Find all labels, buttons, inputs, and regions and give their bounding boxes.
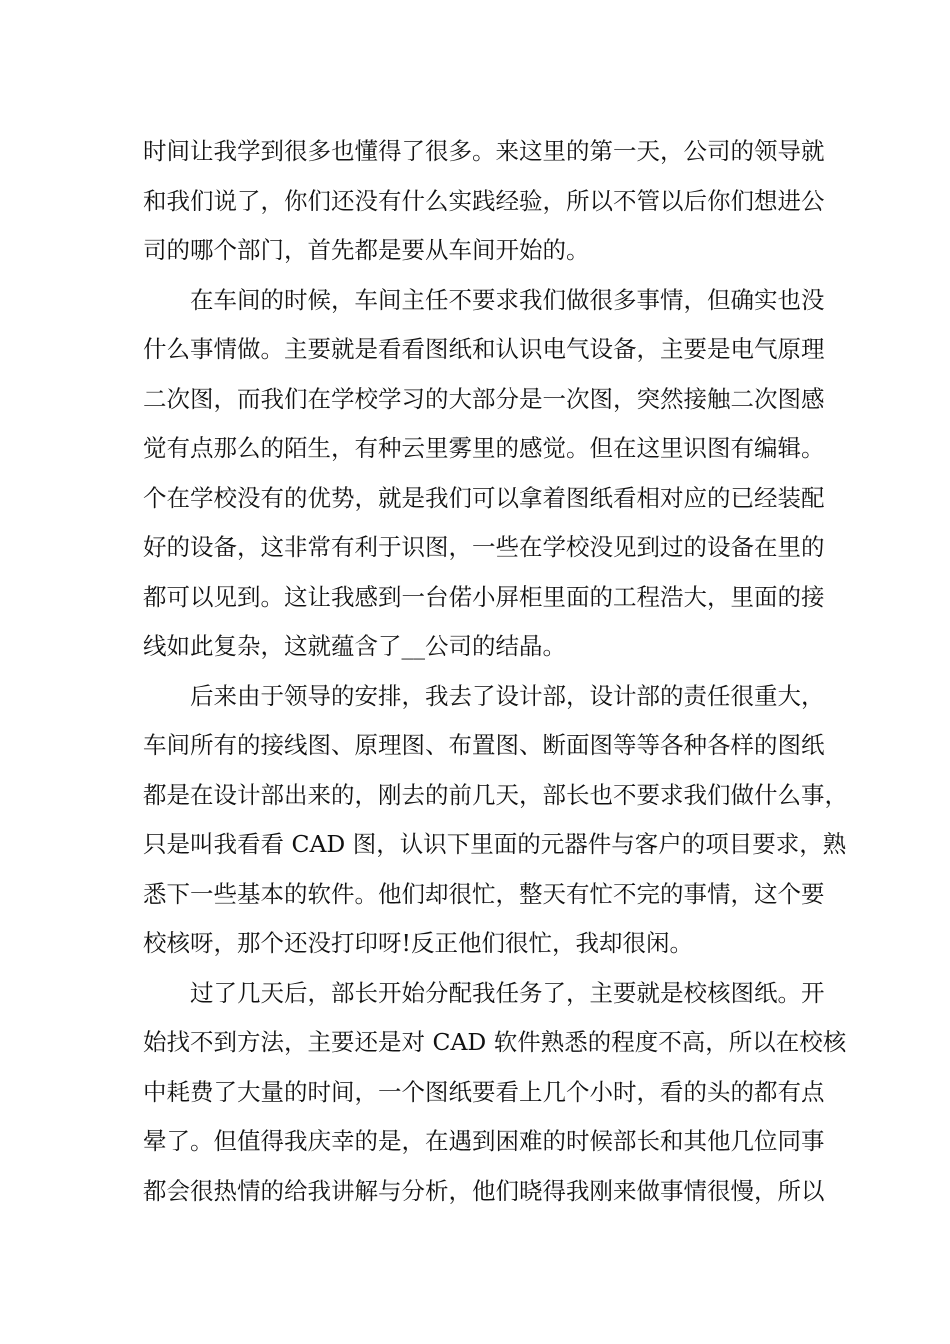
text-line: 车间所有的接线图、原理图、布置图、断面图等等各种各样的图纸 — [143, 731, 825, 759]
text-line: 中耗费了大量的时间，一个图纸要看上几个小时，看的头的都有点 — [143, 1077, 825, 1106]
text-line: 线如此复杂，这就蕴含了__公司的结晶。 — [143, 632, 566, 660]
text-line: 都是在设计部出来的，刚去的前几天，部长也不要求我们做什么事， — [143, 780, 848, 809]
paragraph-first-line: 后来由于领导的安排，我去了设计部，设计部的责任很重大， — [190, 681, 825, 710]
text-line: 始找不到方法，主要还是对 CAD 软件熟悉的程度不高，所以在校核 — [143, 1028, 847, 1056]
text-line: 悉下一些基本的软件。他们却很忙，整天有忙不完的事情，这个要 — [143, 879, 825, 908]
text-line: 都会很热情的给我讲解与分析，他们晓得我刚来做事情很慢，所以 — [143, 1176, 825, 1205]
text-line: 二次图，而我们在学校学习的大部分是一次图，突然接触二次图感 — [143, 384, 825, 413]
text-line: 校核呀，那个还没打印呀!反正他们很忙，我却很闲。 — [143, 929, 693, 957]
text-line: 个在学校没有的优势，就是我们可以拿着图纸看相对应的已经装配 — [143, 483, 825, 512]
text-line: 只是叫我看看 CAD 图，认识下里面的元器件与客户的项目要求，熟 — [143, 830, 847, 858]
text-line: 觉有点那么的陌生，有种云里雾里的感觉。但在这里识图有编辑。 — [143, 434, 825, 462]
text-line: 时间让我学到很多也懂得了很多。来这里的第一天，公司的领导就 — [143, 137, 825, 165]
text-line: 司的哪个部门，首先都是要从车间开始的。 — [143, 236, 590, 264]
paragraph-first-line: 过了几天后，部长开始分配我任务了，主要就是校核图纸。开 — [190, 978, 825, 1007]
document-body — [143, 127, 848, 1216]
text-line: 好的设备，这非常有利于识图，一些在学校没见到过的设备在里的 — [143, 533, 825, 561]
text-line: 什么事情做。主要就是看看图纸和认识电气设备，主要是电气原理 — [143, 335, 825, 363]
text-line: 晕了。但值得我庆幸的是，在遇到困难的时候部长和其他几位同事 — [143, 1127, 825, 1155]
paragraph-first-line: 在车间的时候，车间主任不要求我们做很多事情，但确实也没 — [190, 285, 825, 314]
text-line: 都可以见到。这让我感到一台偌小屏柜里面的工程浩大，里面的接 — [143, 582, 825, 611]
text-line: 和我们说了，你们还没有什么实践经验，所以不管以后你们想进公 — [143, 186, 825, 215]
